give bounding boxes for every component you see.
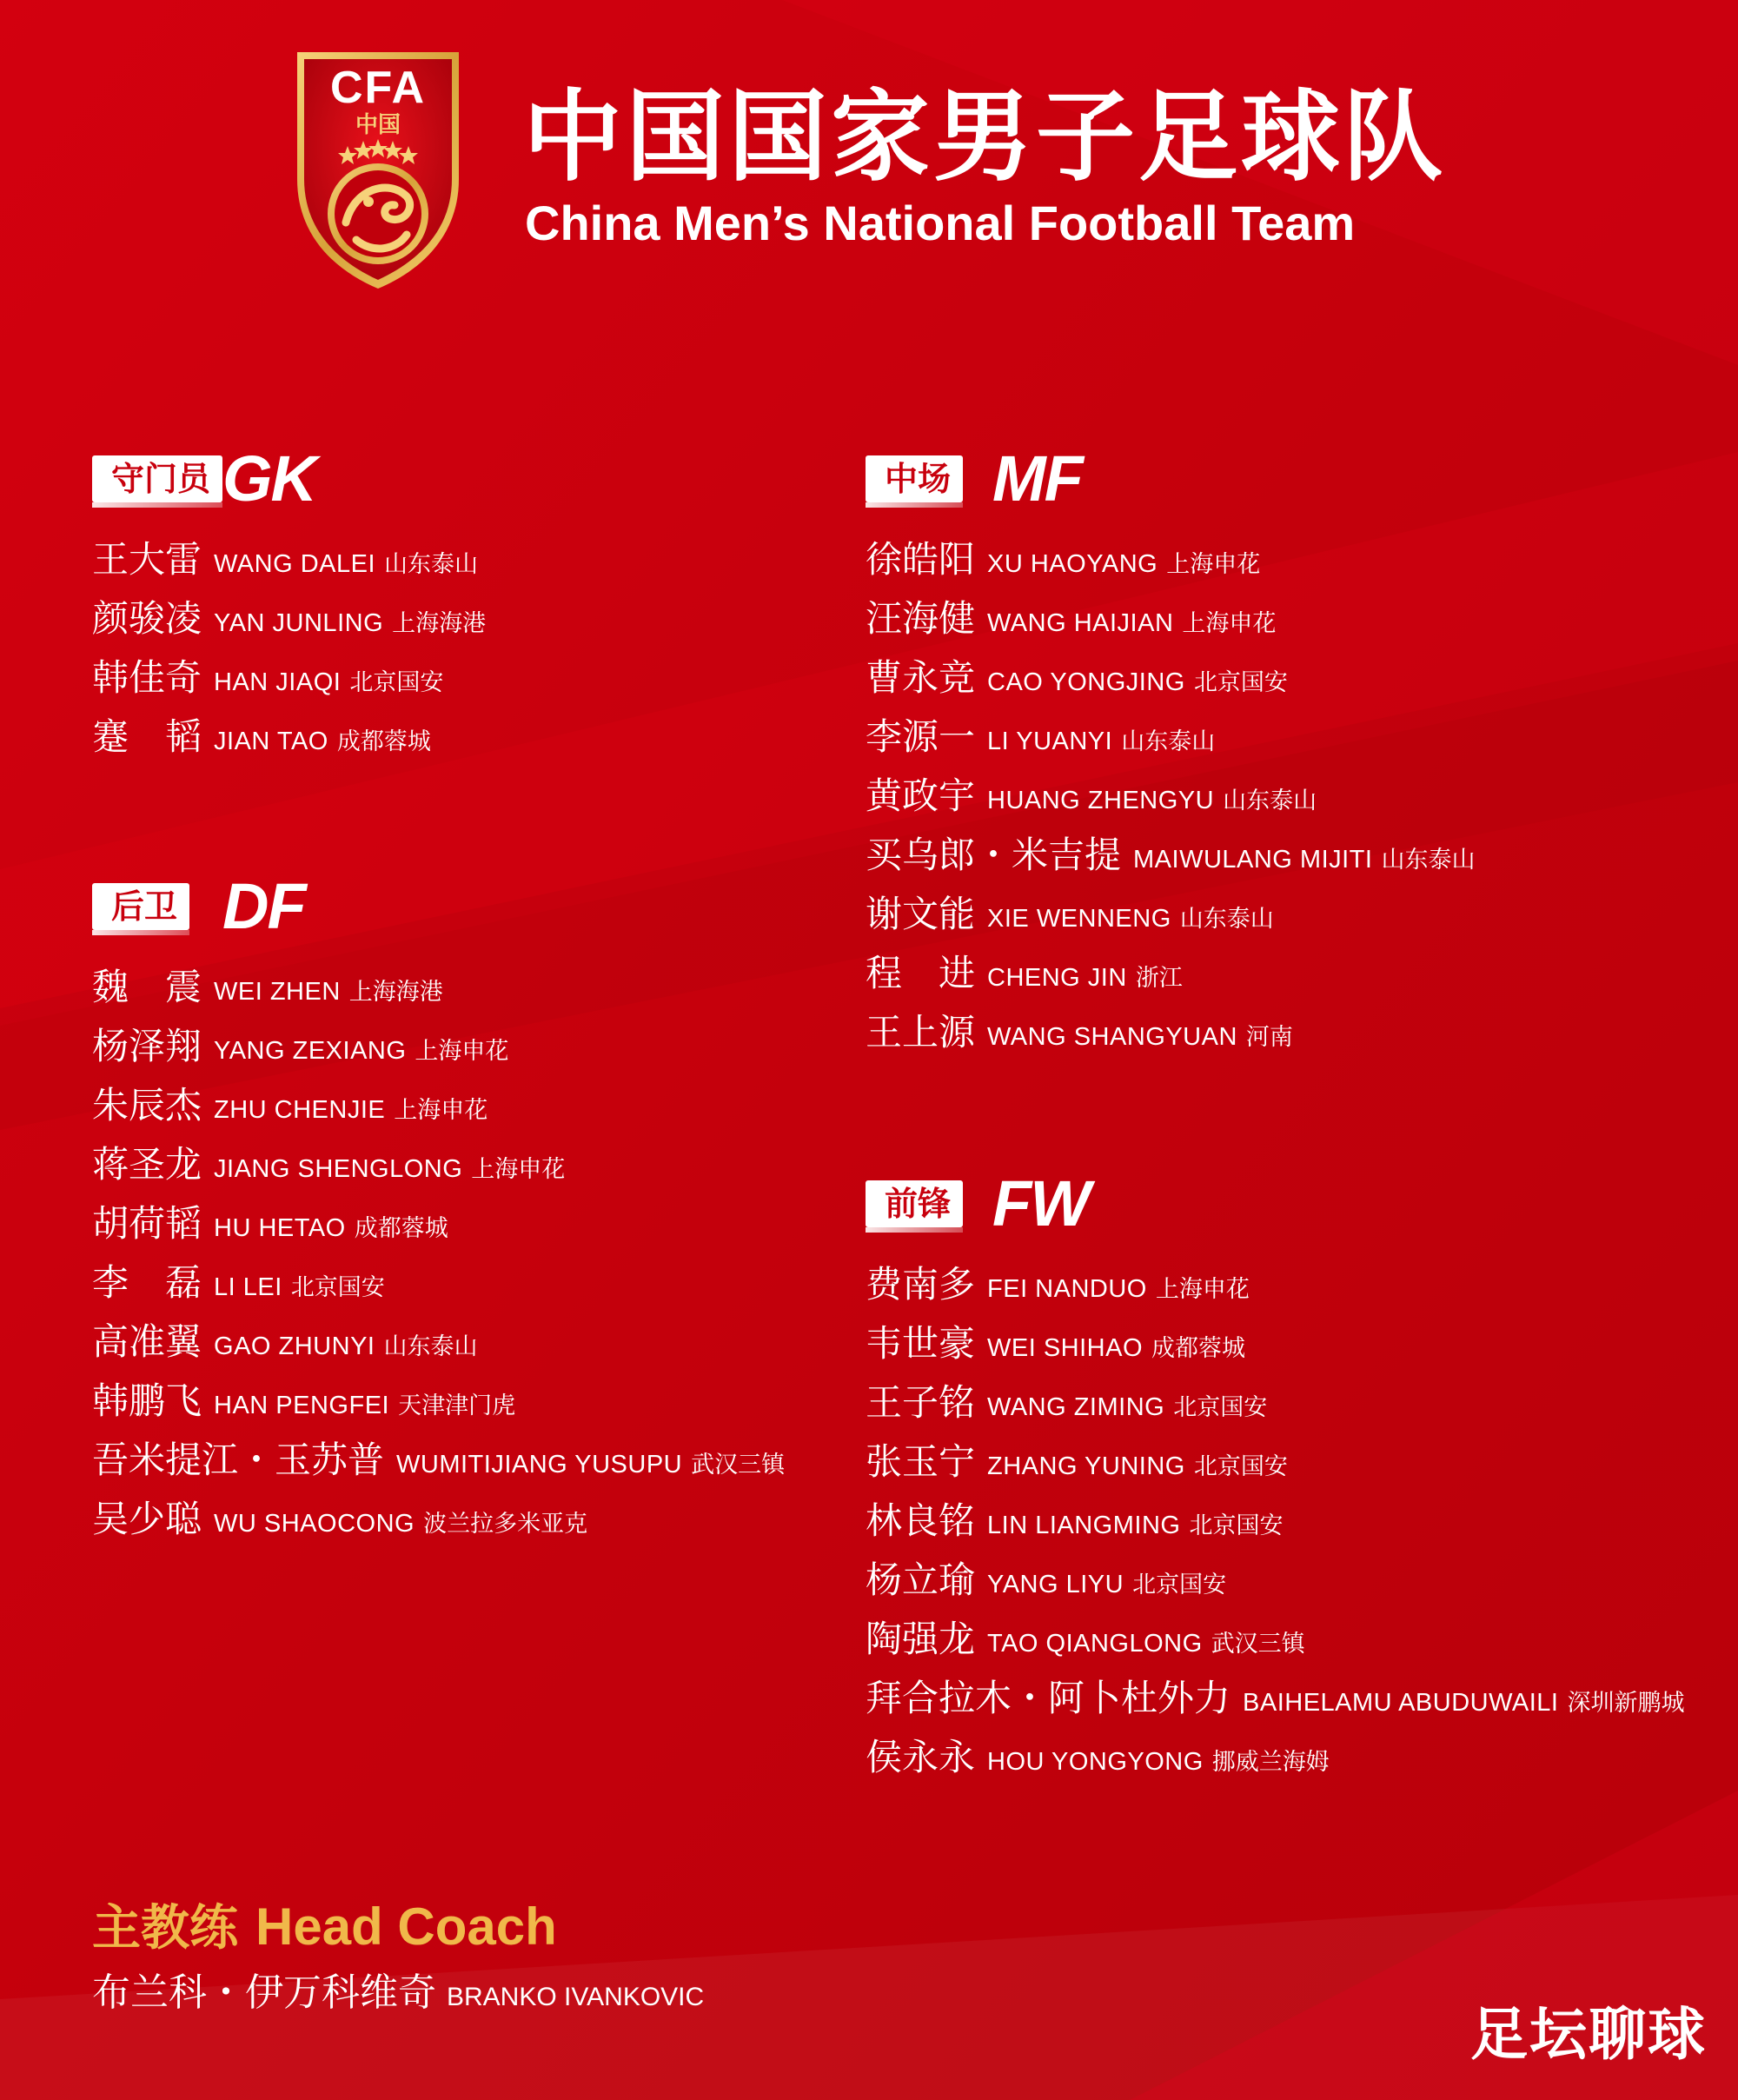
player-row bbox=[92, 1372, 785, 1431]
player-name-zh: 程 进 bbox=[866, 952, 976, 994]
player-name-zh: 杨泽翔 bbox=[92, 1025, 202, 1067]
section-badge-df bbox=[92, 870, 874, 942]
player-name-zh: 蹇 韬 bbox=[92, 715, 202, 758]
player-name-zh: 王上源 bbox=[866, 1011, 976, 1053]
player-name-en: YAN JUNLING bbox=[214, 609, 384, 637]
player-name-zh: 高准翼 bbox=[92, 1320, 202, 1363]
player-club: 山东泰山 bbox=[1179, 906, 1274, 933]
player-row bbox=[92, 589, 486, 648]
player-row bbox=[866, 944, 1475, 1003]
player-name-zh: 吾米提江・玉苏普 bbox=[92, 1439, 385, 1481]
player-row bbox=[866, 1551, 1684, 1610]
section-code: DF bbox=[222, 870, 305, 942]
player-club: 成都蓉城 bbox=[336, 728, 431, 755]
player-name-en: XIE WENNENG bbox=[987, 905, 1171, 933]
player-club: 北京国安 bbox=[1193, 1453, 1288, 1480]
player-club: 上海申花 bbox=[394, 1097, 488, 1124]
player-club: 上海申花 bbox=[1182, 610, 1277, 637]
player-name-en: WEI ZHEN bbox=[214, 978, 341, 1006]
player-row bbox=[866, 1669, 1684, 1728]
player-row bbox=[92, 1076, 785, 1135]
player-name-zh: 谢文能 bbox=[866, 893, 976, 935]
player-name-en: HOU YONGYONG bbox=[987, 1748, 1204, 1776]
player-name-zh: 李 磊 bbox=[92, 1261, 202, 1304]
player-club: 山东泰山 bbox=[1381, 847, 1476, 874]
player-name-zh: 李源一 bbox=[866, 715, 976, 758]
player-row bbox=[92, 530, 486, 589]
player-row bbox=[866, 767, 1475, 826]
player-club: 北京国安 bbox=[1193, 669, 1288, 696]
player-name-zh: 吴少聪 bbox=[92, 1498, 202, 1540]
coach-name-en: BRANKO IVANKOVIC bbox=[447, 1983, 705, 2011]
player-name-en: XU HAOYANG bbox=[987, 550, 1158, 578]
head-coach-name bbox=[92, 1960, 704, 2026]
player-club: 山东泰山 bbox=[384, 551, 479, 578]
player-name-zh: 韦世豪 bbox=[866, 1322, 976, 1365]
section-label-zh: 守门员 bbox=[92, 455, 222, 502]
player-name-zh: 张玉宁 bbox=[866, 1440, 976, 1483]
section-defenders bbox=[92, 870, 874, 1540]
player-club: 北京国安 bbox=[290, 1274, 385, 1301]
section-code: GK bbox=[222, 442, 315, 515]
player-name-zh: 拜合拉木・阿卜杜外力 bbox=[866, 1677, 1231, 1719]
player-row bbox=[866, 1432, 1684, 1492]
player-name-zh: 颜骏凌 bbox=[92, 597, 202, 640]
player-row bbox=[866, 885, 1475, 944]
cfa-crest-logo bbox=[294, 49, 462, 292]
player-name-en: TAO QIANGLONG bbox=[987, 1630, 1203, 1658]
player-row bbox=[92, 1253, 785, 1312]
player-name-en: HU HETAO bbox=[214, 1214, 346, 1242]
player-name-en: WANG SHANGYUAN bbox=[987, 1023, 1237, 1051]
player-name-en: ZHU CHENJIE bbox=[214, 1096, 386, 1124]
player-row bbox=[866, 1728, 1684, 1787]
section-code: MF bbox=[992, 442, 1082, 515]
header bbox=[0, 0, 1738, 313]
player-name-en: HAN PENGFEI bbox=[214, 1392, 390, 1419]
player-row bbox=[92, 708, 486, 767]
player-name-en: LI LEI bbox=[214, 1273, 282, 1301]
player-club: 成都蓉城 bbox=[354, 1215, 448, 1242]
player-row bbox=[92, 1017, 785, 1076]
player-name-en: WUMITIJIANG YUSUPU bbox=[396, 1451, 683, 1479]
player-name-zh: 陶强龙 bbox=[866, 1618, 976, 1660]
player-club: 深圳新鹏城 bbox=[1567, 1690, 1685, 1717]
player-club: 上海申花 bbox=[415, 1038, 509, 1065]
player-name-zh: 王大雷 bbox=[92, 538, 202, 581]
player-name-zh: 韩佳奇 bbox=[92, 656, 202, 699]
title-english: China Men’s National Football Team bbox=[525, 196, 1356, 250]
player-name-zh: 韩鹏飞 bbox=[92, 1379, 202, 1422]
player-name-zh: 魏 震 bbox=[92, 966, 202, 1008]
crest-zh-text: 中国 bbox=[355, 112, 401, 138]
player-name-en: GAO ZHUNYI bbox=[214, 1332, 375, 1360]
section-midfielders bbox=[866, 442, 1717, 1053]
head-coach-title-en: Head Coach bbox=[255, 1897, 557, 1956]
player-name-zh: 胡荷韬 bbox=[92, 1202, 202, 1245]
player-name-zh: 买乌郎・米吉提 bbox=[866, 834, 1122, 876]
crest-cfa-text: CFA bbox=[330, 63, 426, 113]
player-name-en: WANG ZIMING bbox=[987, 1393, 1165, 1421]
player-name-zh: 蒋圣龙 bbox=[92, 1143, 202, 1186]
player-name-en: WEI SHIHAO bbox=[987, 1334, 1144, 1362]
player-club: 北京国安 bbox=[1173, 1394, 1268, 1421]
player-row bbox=[92, 1431, 785, 1490]
player-name-en: WANG HAIJIAN bbox=[987, 609, 1174, 637]
player-name-en: CHENG JIN bbox=[987, 964, 1127, 992]
player-name-en: JIANG SHENGLONG bbox=[214, 1155, 463, 1183]
player-name-en: HAN JIAQI bbox=[214, 668, 342, 696]
player-list-gk bbox=[92, 530, 486, 767]
player-row bbox=[92, 1194, 785, 1253]
player-name-en: MAIWULANG MIJITI bbox=[1133, 846, 1373, 874]
player-name-en: LIN LIANGMING bbox=[987, 1512, 1181, 1539]
player-name-zh: 林良铭 bbox=[866, 1499, 976, 1542]
player-row bbox=[92, 1490, 785, 1549]
player-club: 山东泰山 bbox=[383, 1333, 478, 1360]
player-name-en: BAIHELAMU ABUDUWAILI bbox=[1243, 1689, 1559, 1717]
player-name-zh: 黄政宇 bbox=[866, 774, 976, 817]
player-club: 上海申花 bbox=[1155, 1276, 1250, 1303]
player-club: 山东泰山 bbox=[1223, 788, 1317, 814]
player-club: 挪威兰海姆 bbox=[1211, 1749, 1330, 1776]
player-row bbox=[866, 530, 1475, 589]
player-row bbox=[92, 648, 486, 708]
player-club: 上海海港 bbox=[348, 979, 443, 1006]
player-list-mf bbox=[866, 530, 1475, 1062]
player-row bbox=[866, 1492, 1684, 1551]
player-club: 波兰拉多米亚克 bbox=[423, 1511, 588, 1538]
player-club: 北京国安 bbox=[1132, 1572, 1227, 1598]
player-club: 上海海港 bbox=[392, 610, 487, 637]
player-club: 成都蓉城 bbox=[1151, 1335, 1246, 1362]
player-club: 北京国安 bbox=[349, 669, 444, 696]
player-name-en: YANG LIYU bbox=[987, 1571, 1124, 1598]
player-row bbox=[866, 708, 1475, 767]
player-club: 武汉三镇 bbox=[1211, 1631, 1305, 1658]
player-row bbox=[866, 1255, 1684, 1314]
section-badge-gk bbox=[92, 442, 787, 515]
player-list-df bbox=[92, 958, 785, 1549]
section-label-zh: 前锋 bbox=[866, 1180, 963, 1227]
player-list-fw bbox=[866, 1255, 1684, 1787]
player-club: 河南 bbox=[1245, 1024, 1293, 1051]
player-row bbox=[866, 1610, 1684, 1669]
player-name-en: CAO YONGJING bbox=[987, 668, 1185, 696]
player-club: 上海申花 bbox=[471, 1156, 566, 1183]
player-name-en: WU SHAOCONG bbox=[214, 1510, 415, 1538]
head-coach-title-zh: 主教练 bbox=[92, 1900, 238, 1957]
title-chinese: 中国国家男子足球队 bbox=[523, 79, 1447, 195]
player-name-zh: 杨立瑜 bbox=[866, 1558, 976, 1601]
player-name-zh: 汪海健 bbox=[866, 597, 976, 640]
player-name-zh: 费南多 bbox=[866, 1263, 976, 1306]
player-club: 浙江 bbox=[1135, 965, 1183, 992]
player-name-en: JIAN TAO bbox=[214, 728, 328, 755]
player-row bbox=[92, 958, 785, 1017]
player-name-zh: 朱辰杰 bbox=[92, 1084, 202, 1126]
player-name-en: YANG ZEXIANG bbox=[214, 1037, 407, 1065]
player-row bbox=[866, 589, 1475, 648]
section-badge-mf bbox=[866, 442, 1717, 515]
section-label-zh: 中场 bbox=[866, 455, 963, 502]
player-club: 武汉三镇 bbox=[691, 1452, 786, 1479]
player-name-en: WANG DALEI bbox=[214, 550, 376, 578]
section-goalkeepers bbox=[92, 442, 787, 758]
player-name-en: HUANG ZHENGYU bbox=[987, 787, 1215, 814]
section-forwards bbox=[866, 1167, 1717, 1778]
player-club: 北京国安 bbox=[1189, 1512, 1284, 1539]
section-badge-fw bbox=[866, 1167, 1717, 1239]
player-row bbox=[866, 826, 1475, 885]
player-name-en: ZHANG YUNING bbox=[987, 1452, 1185, 1480]
player-row bbox=[92, 1312, 785, 1372]
player-row bbox=[866, 1314, 1684, 1373]
watermark: 足坛聊球 bbox=[1470, 2001, 1707, 2068]
player-club: 天津津门虎 bbox=[398, 1392, 516, 1419]
player-name-zh: 侯永永 bbox=[866, 1736, 976, 1778]
player-name-zh: 徐皓阳 bbox=[866, 538, 976, 581]
section-code: FW bbox=[992, 1167, 1090, 1239]
coach-name-zh: 布兰科・伊万科维奇 bbox=[92, 1970, 436, 2015]
player-row bbox=[92, 1135, 785, 1194]
head-coach-title bbox=[92, 1895, 557, 1959]
player-name-en: FEI NANDUO bbox=[987, 1275, 1147, 1303]
player-name-zh: 曹永竞 bbox=[866, 656, 976, 699]
player-name-en: LI YUANYI bbox=[987, 728, 1113, 755]
player-row bbox=[866, 648, 1475, 708]
player-club: 山东泰山 bbox=[1121, 728, 1216, 755]
player-name-zh: 王子铭 bbox=[866, 1381, 976, 1424]
section-label-zh: 后卫 bbox=[92, 883, 189, 930]
player-club: 上海申花 bbox=[1166, 551, 1261, 578]
player-row bbox=[866, 1373, 1684, 1432]
player-row bbox=[866, 1003, 1475, 1062]
